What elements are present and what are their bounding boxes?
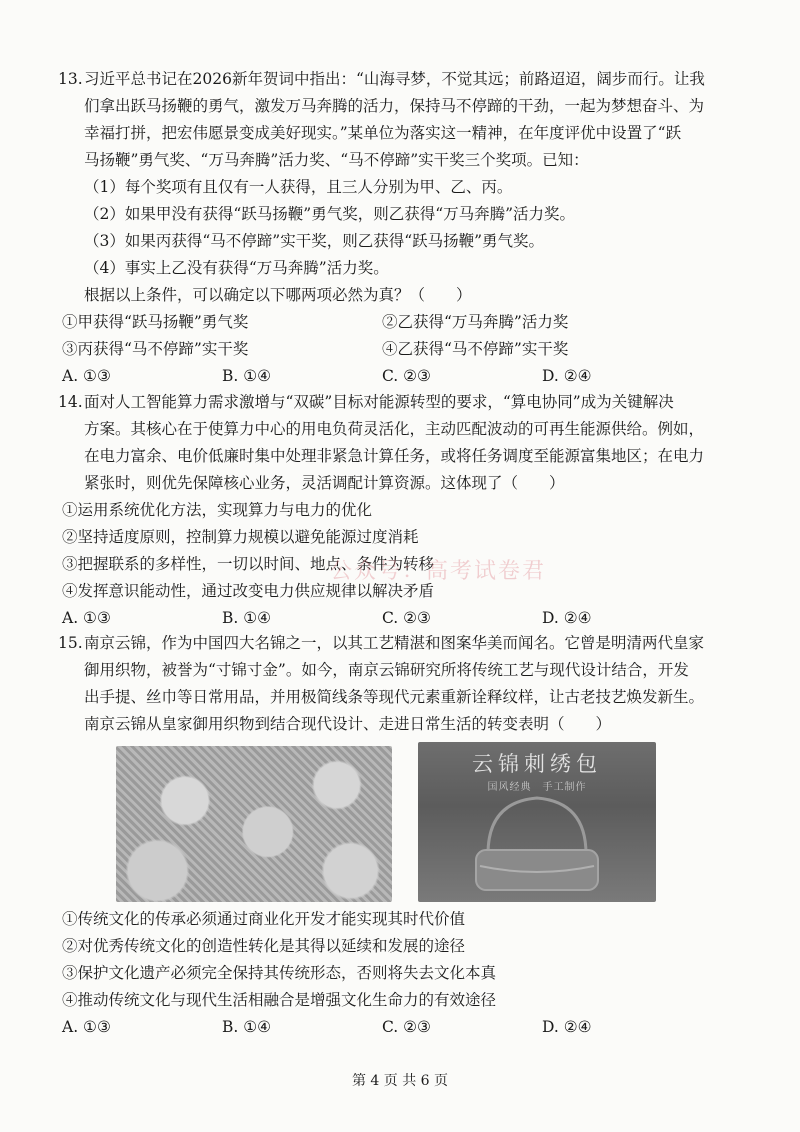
question-stem xyxy=(84,66,742,309)
stem-line: 御用织物，被誉为“寸锦寸金”。如今，南京云锦研究所将传统工艺与现代设计结合，开发 xyxy=(84,661,689,679)
stem-line: 方案。其核心在于使算力中心的用电负荷灵活化，主动匹配波动的可再生能源供给。例如， xyxy=(84,420,705,438)
stem-line: 们拿出跃马扬鞭的勇气，激发万马奔腾的活力，保持马不停蹄的干劲，一起为梦想奋斗、为 xyxy=(84,97,705,115)
question-13 xyxy=(58,66,742,390)
answer-choice-d: D. ②④ xyxy=(542,1018,592,1036)
bag-illustration xyxy=(418,742,656,902)
question-stem xyxy=(84,389,742,497)
stem-line: 习近平总书记在2026新年贺词中指出：“山海寻梦，不觉其远；前路迢迢，阔步而行。让我 xyxy=(84,70,705,88)
question-stem xyxy=(84,630,742,738)
answer-choice-c: C. ②③ xyxy=(382,1018,431,1036)
condition-line: （4）事实上乙没有获得“万马奔腾”活力奖。 xyxy=(84,259,389,277)
answer-choices xyxy=(62,363,702,390)
stem-line: 南京云锦从皇家御用织物到结合现代设计、走进日常生活的转变表明（ ） xyxy=(84,715,612,733)
answer-choice-b: B. ①④ xyxy=(222,609,272,627)
option-item: ①运用系统优化方法，实现算力与电力的优化 xyxy=(62,501,373,519)
answer-choice-d: D. ②④ xyxy=(542,367,592,385)
answer-choice-b: B. ①④ xyxy=(222,1018,272,1036)
bag-photo-title: 云锦刺绣包 xyxy=(472,752,602,776)
stem-line: 在电力富余、电价低廉时集中处理非紧急计算任务，或将任务调度至能源富集地区；在电力 xyxy=(84,447,705,465)
stem-line: 紧张时，则优先保障核心业务，灵活调配计算资源。这体现了（ ） xyxy=(84,474,565,492)
bag-photo-subtitle: 国风经典 手工制作 xyxy=(487,782,587,793)
option-item: ④发挥意识能动性，通过改变电力供应规律以解决矛盾 xyxy=(62,582,435,600)
question-14 xyxy=(58,389,742,632)
option-item: ③保护文化遗产必须完全保持其传统形态，否则将失去文化本真 xyxy=(62,964,497,982)
option-item: ③把握联系的多样性，一切以时间、地点、条件为转移 xyxy=(62,555,435,573)
question-15-options xyxy=(62,906,742,1041)
stem-line: 幸福打拼，把宏伟愿景变成美好现实。”某单位为落实这一精神，在年度评优中设置了“跃 xyxy=(84,124,682,142)
question-number: 13. xyxy=(58,70,83,88)
answer-choices xyxy=(62,1014,702,1041)
brocade-pattern-photo xyxy=(116,746,392,902)
stem-line: 马扬鞭”勇气奖、“万马奔腾”活力奖、“马不停蹄”实干奖三个奖项。已知： xyxy=(84,151,589,169)
page-number-footer: 第 4 页 共 6 页 xyxy=(351,1073,449,1089)
answer-choice-c: C. ②③ xyxy=(382,367,431,385)
answer-choice-a: A. ①③ xyxy=(62,367,111,385)
option-item: ③丙获得“马不停蹄”实干奖 xyxy=(62,340,249,358)
answer-choice-a: A. ①③ xyxy=(62,1018,111,1036)
option-list xyxy=(62,497,742,605)
question-prompt: 根据以上条件，可以确定以下哪两项必然为真？（ ） xyxy=(84,286,472,304)
option-item: ④乙获得“马不停蹄”实干奖 xyxy=(382,340,569,358)
answer-choice-b: B. ①④ xyxy=(222,367,272,385)
answer-choice-c: C. ②③ xyxy=(382,609,431,627)
option-row xyxy=(62,336,702,363)
option-row xyxy=(62,309,702,336)
answer-choice-a: A. ①③ xyxy=(62,609,111,627)
option-list xyxy=(62,906,742,1014)
condition-line: （2）如果甲没有获得“跃马扬鞭”勇气奖，则乙获得“万马奔腾”活力奖。 xyxy=(84,205,576,223)
condition-line: （3）如果丙获得“马不停蹄”实干奖，则乙获得“跃马扬鞭”勇气奖。 xyxy=(84,232,545,250)
option-item: ②乙获得“万马奔腾”活力奖 xyxy=(382,313,569,331)
question-number: 14. xyxy=(58,393,83,411)
option-item: ②对优秀传统文化的创造性转化是其得以延续和发展的途径 xyxy=(62,937,466,955)
stem-line: 出手提、丝巾等日常用品，并用极简线条等现代元素重新诠释纹样，让古老技艺焕发新生。 xyxy=(84,688,705,706)
option-item: ④推动传统文化与现代生活相融合是增强文化生命力的有效途径 xyxy=(62,991,497,1009)
question-15 xyxy=(58,630,742,738)
embroidered-bag-photo xyxy=(418,742,656,902)
option-item: ①甲获得“跃马扬鞭”勇气奖 xyxy=(62,313,249,331)
option-item: ②坚持适度原则，控制算力规模以避免能源过度消耗 xyxy=(62,528,419,546)
answer-choices xyxy=(62,605,702,632)
condition-line: （1）每个奖项有且仅有一人获得，且三人分别为甲、乙、丙。 xyxy=(84,178,513,196)
option-item: ①传统文化的传承必须通过商业化开发才能实现其时代价值 xyxy=(62,910,466,928)
question-number: 15. xyxy=(58,634,83,652)
stem-line: 面对人工智能算力需求激增与“双碳”目标对能源转型的要求，“算电协同”成为关键解决 xyxy=(84,393,674,411)
answer-choice-d: D. ②④ xyxy=(542,609,592,627)
stem-line: 南京云锦，作为中国四大名锦之一，以其工艺精湛和图案华美而闻名。它曾是明清两代皇家 xyxy=(84,634,705,652)
watermark: 公众号：高考试卷君 xyxy=(330,559,547,584)
